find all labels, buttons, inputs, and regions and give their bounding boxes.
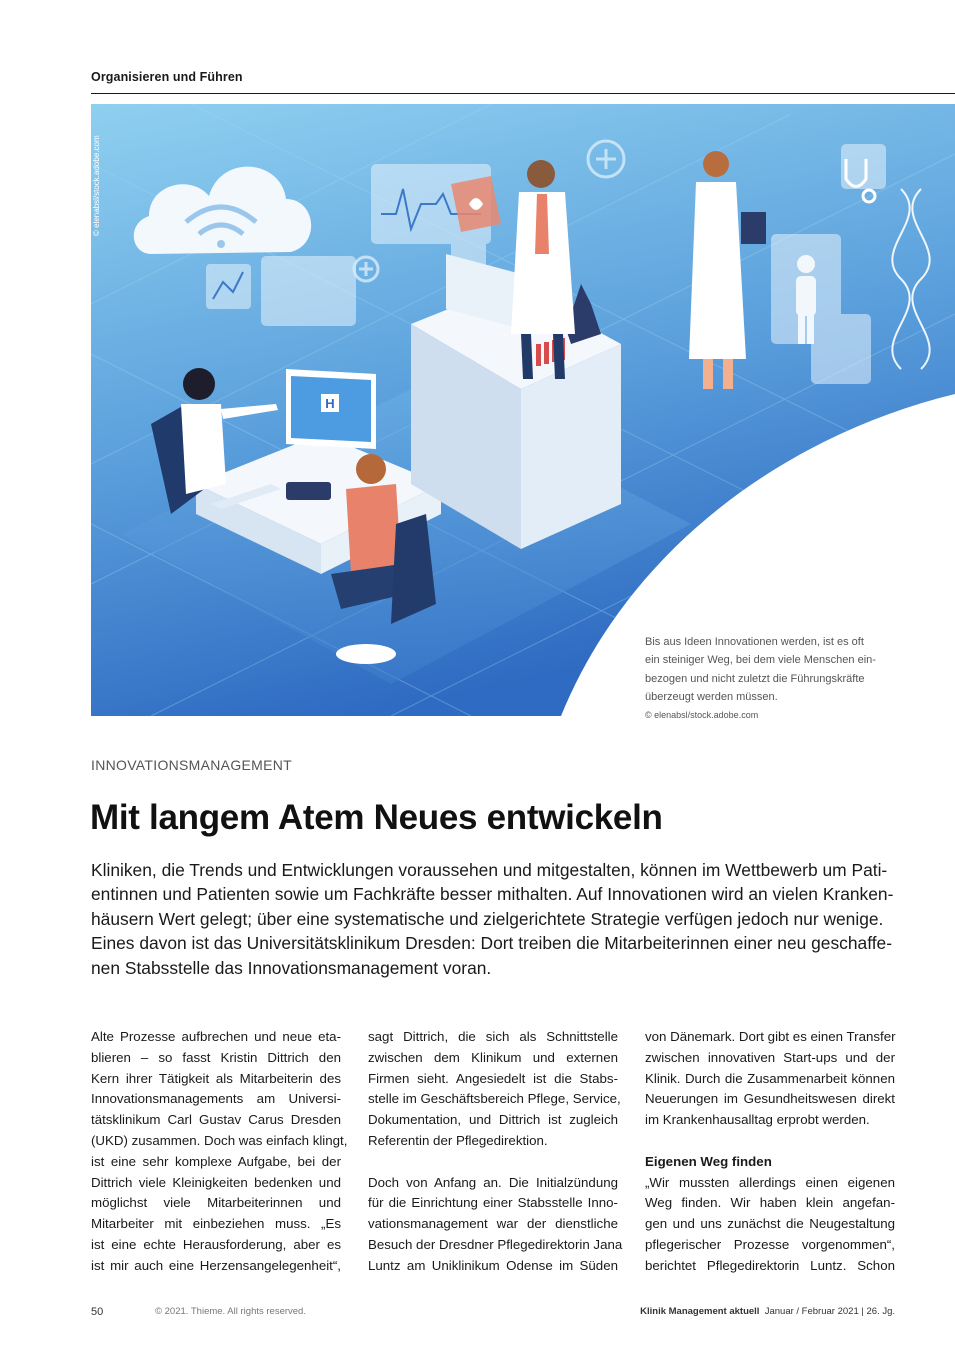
page-number: 50 [91, 1306, 104, 1318]
journal-title: Klinik Management aktuell [640, 1306, 760, 1317]
footer-journal [640, 1306, 895, 1317]
hero-illustration [91, 104, 955, 716]
footer-copyright: © 2021. Thieme. All rights reserved. [155, 1306, 306, 1317]
body-column-1: Alte Prozesse aufbrechen und neue eta- blieren – so fasst Kristin Dittrich den Kern ihrer Tätigkeit als Mitarbeiterin des Innovationsmanagements am Universi- tätsklinikum Carl Gustav Carus Dresden (UKD) zusammen. Doch was einfach klingt, ist eine sehr komplexe Aufgabe, bei der Dittrich viele Kleinigkeiten bedenken und möglichst viele Mitarbeiterinnen und Mitarbeiter mit einbeziehen muss. „Es ist eine echte Herausforderung, aber es ist mir auch eine Herzensangelegenheit“, [91, 1029, 348, 1273]
photo-credit-vertical: © elenabsl/stock.adobe.com [92, 135, 101, 236]
image-caption: Bis aus Ideen Innovationen werden, ist es oft ein steiniger Weg, bei dem viele Menschen ein- bezogen und nicht zuletzt die Führungskräfte überzeugt werden müssen. © elenabsl/stock.adobe.com [645, 633, 905, 724]
screen-hospital-icon: H [325, 396, 335, 411]
article-lead: Kliniken, die Trends und Entwicklungen voraussehen und mitgestalten, können im Wettbewerb um Pati- entinnen und Patienten sowie um Fachkräfte besser mithalten. Auf Innovationen wird an vielen Kranken- häusern Wert gelegt; über eine systematische und zielgerichtete Strategie verfügen jedoch nur wenige. Eines davon ist das Universitätsklinikum Dresden: Dort treiben die Mitarbeiterinnen einer neu geschaffe- nen Stabsstelle das Innovationsmanagement voran. [91, 860, 894, 978]
body-column-2: sagt Dittrich, die sich als Schnittstelle zwischen dem Klinikum und externen Firmen sieht. Angesiedelt ist die Stabs- stelle im Geschäftsbereich Pflege, Service, Dokumentation, und Dittrich ist zugleich Referentin der Pflegedirektion. Doch von Anfang an. Die Initialzündung für die Einrichtung einer Stabsstelle Inno- vationsmanagement war der dienstliche Besuch der Dresdner Pflegedirektorin Jana Luntz am Uniklinikum Odense im Süden [368, 1029, 623, 1273]
subheading: Eigenen Weg finden [645, 1153, 772, 1169]
section-heading: Organisieren und Führen [91, 70, 243, 84]
article-headline: Mit langem Atem Neues entwickeln [90, 798, 663, 837]
journal-issue: Januar / Februar 2021 | 26. Jg. [764, 1306, 895, 1317]
article-kicker: INNOVATIONSMANAGEMENT [91, 757, 293, 773]
caption-credit: © elenabsl/stock.adobe.com [645, 710, 759, 721]
section-divider [91, 93, 955, 94]
body-column-3: von Dänemark. Dort gibt es einen Transfer zwischen innovativen Start-ups und der Klinik. Durch die Zusammenarbeit können Neuerungen im Gesundheitswesen direkt im Krankenhausalltag erprobt werden. Eigenen Weg finden „Wir mussten allerdings einen eigenen Weg finden. Wir haben klein angefan- gen und uns zunächst die Neugestaltung pflegerischer Prozesse vorgenommen“, berichtet Pflegedirektorin Luntz. Schon [645, 1029, 896, 1273]
